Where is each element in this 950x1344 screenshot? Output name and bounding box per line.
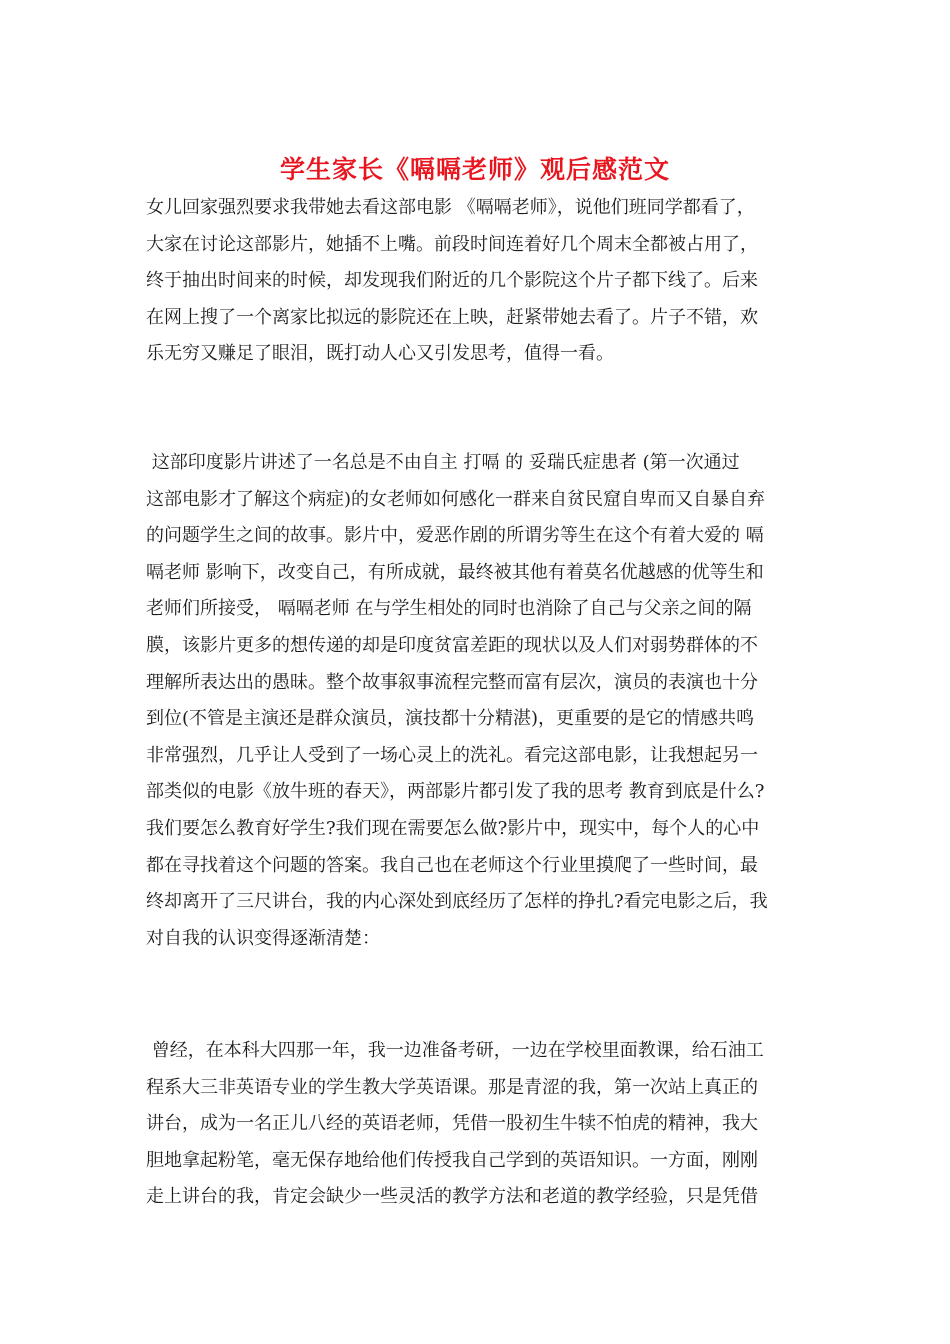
text-line: 走上讲台的我，肯定会缺少一些灵活的教学方法和老道的教学经验，只是凭借	[146, 1186, 758, 1208]
text-line: 讲台，成为一名正儿八经的英语老师，凭借一股初生牛犊不怕虎的精神，我大	[146, 1113, 758, 1135]
text-line: 大家在讨论这部影片，她插不上嘴。前段时间连着好几个周末全都被占用了，	[146, 233, 758, 255]
text-line: 女儿回家强烈要求我带她去看这部电影 《嗝嗝老师》，说他们班同学都看了，	[146, 197, 755, 218]
text-line: 到位(不管是主演还是群众演员，演技都十分精湛)，更重要的是它的情感共鸣	[146, 708, 755, 730]
text-line: 膜，该影片更多的想传递的却是印度贫富差距的现状以及人们对弱势群体的不	[146, 634, 758, 656]
text-line: 非常强烈，几乎让人受到了一场心灵上的洗礼。看完这部电影，让我想起另一	[146, 744, 758, 766]
text-line: 都在寻找着这个问题的答案。我自己也在老师这个行业里摸爬了一些时间，最	[146, 854, 758, 876]
text-line: 程系大三非英语专业的学生教大学英语课。那是青涩的我，第一次站上真正的	[146, 1076, 758, 1098]
document-title: 学生家长《嗝嗝老师》观后感范文	[279, 155, 670, 184]
paragraph-2	[146, 445, 818, 957]
text-line: 乐无穷又赚足了眼泪，既打动人心又引发思考，值得一看。	[146, 343, 614, 365]
text-line: 终于抽出时间来的时候，却发现我们附近的几个影院这个片子都下线了。后来	[146, 270, 758, 292]
text-line: 曾经，在本科大四那一年，我一边准备考研，一边在学校里面教课，给石油工	[146, 1040, 764, 1061]
text-line: 这部电影才了解这个病症)的女老师如何感化一群来自贫民窟自卑而又自暴自弃	[146, 488, 766, 510]
text-line: 部类似的电影《放牛班的春天》，两部影片都引发了我的思考 教育到底是什么?	[146, 781, 765, 803]
text-line: 的问题学生之间的故事。影片中，爱恶作剧的所谓劣等生在这个有着大爱的 嗝	[146, 525, 764, 547]
text-line: 理解所表达出的愚昧。整个故事叙事流程完整而富有层次，演员的表演也十分	[146, 671, 758, 693]
text-line: 终却离开了三尺讲台，我的内心深处到底经历了怎样的挣扎?看完电影之后，我	[146, 891, 768, 913]
text-line: 在网上搜了一个离家比拟远的影院还在上映，赶紧带她去看了。片子不错，欢	[146, 306, 758, 328]
text-line: 老师们所接受， 嗝嗝老师 在与学生相处的同时也消除了自己与父亲之间的隔	[146, 598, 752, 620]
text-line: 嗝老师 影响下，改变自己，有所成就，最终被其他有着莫名优越感的优等生和	[146, 561, 764, 583]
text-line: 对自我的认识变得逐渐清楚：	[146, 927, 380, 949]
paragraph-1	[146, 190, 818, 373]
text-line: 这部印度影片讲述了一名总是不由自主 打嗝 的 妥瑞氏症患者 (第一次通过	[146, 452, 740, 473]
text-line: 我们要怎么教育好学生?我们现在需要怎么做?影片中，现实中，每个人的心中	[146, 817, 760, 839]
text-line: 胆地拿起粉笔，毫无保存地给他们传授我自己学到的英语知识。一方面，刚刚	[146, 1149, 758, 1171]
paragraph-3	[146, 1033, 818, 1216]
